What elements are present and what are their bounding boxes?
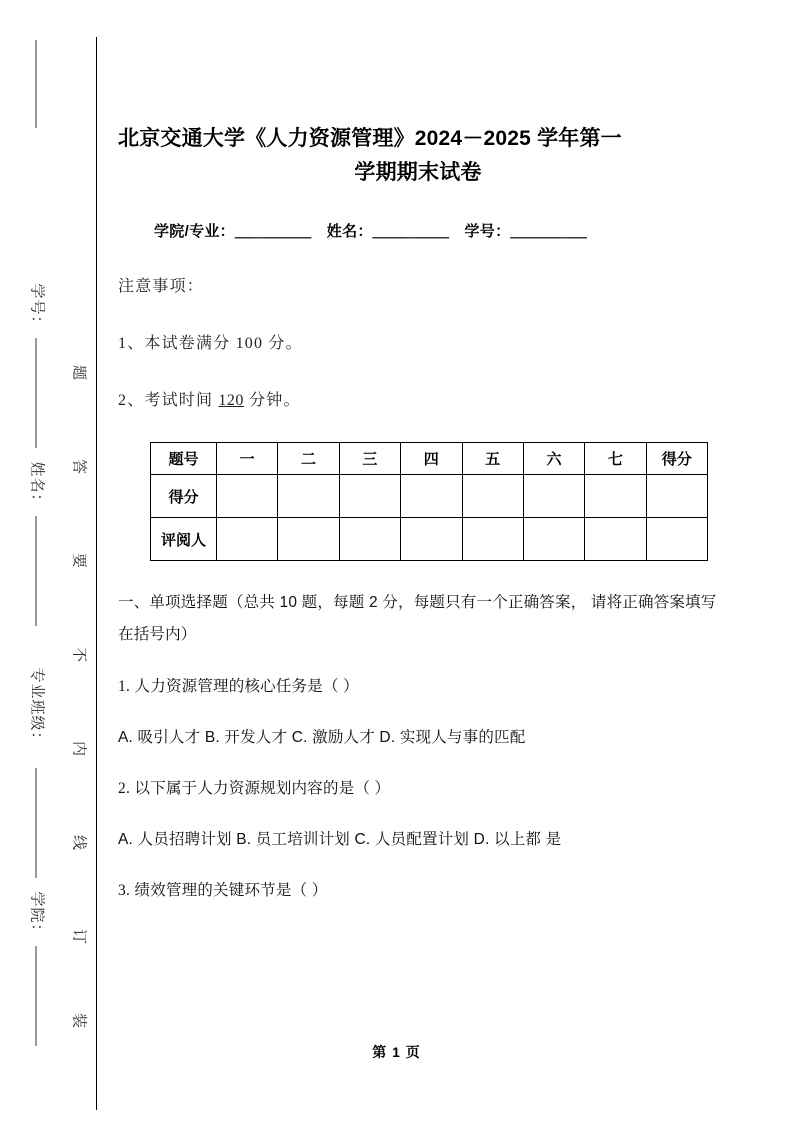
sealing-blank-rule bbox=[36, 40, 37, 128]
reviewer-cell[interactable] bbox=[339, 518, 400, 561]
reviewer-cell[interactable] bbox=[217, 518, 278, 561]
reviewer-cell[interactable] bbox=[646, 518, 707, 561]
score-table bbox=[150, 442, 708, 561]
student-info-line bbox=[118, 190, 718, 241]
table-header-cell: 二 bbox=[278, 443, 339, 475]
table-header-cell: 三 bbox=[339, 443, 400, 475]
note-item-2 bbox=[118, 353, 718, 410]
sealing-word-nei: 内 bbox=[70, 740, 87, 757]
score-cell[interactable] bbox=[339, 475, 400, 518]
table-row-header bbox=[151, 443, 708, 475]
question-2-options-line-1: A. 人员招聘计划 B. 员工培训计划 C. 人员配置计划 D. 以上都 bbox=[118, 831, 542, 849]
note-item-2-suffix: 分钟。 bbox=[249, 392, 301, 410]
score-table-container bbox=[118, 410, 718, 561]
table-header-cell: 一 bbox=[217, 443, 278, 475]
sealing-blank-rule bbox=[36, 946, 37, 1046]
score-cell[interactable] bbox=[523, 475, 584, 518]
question-2-options bbox=[118, 804, 718, 855]
reviewer-cell[interactable] bbox=[278, 518, 339, 561]
table-header-cell: 题号 bbox=[151, 443, 217, 475]
sealing-word-da: 答 bbox=[70, 458, 87, 475]
table-header-cell: 四 bbox=[401, 443, 462, 475]
sealing-word-xian: 线 bbox=[70, 834, 87, 851]
table-header-cell: 得分 bbox=[646, 443, 707, 475]
sealing-word-ti: 题 bbox=[70, 364, 87, 381]
table-header-cell: 七 bbox=[585, 443, 646, 475]
table-row bbox=[151, 518, 708, 561]
score-cell[interactable] bbox=[646, 475, 707, 518]
table-header-cell: 五 bbox=[462, 443, 523, 475]
score-cell[interactable] bbox=[217, 475, 278, 518]
question-1-text: 人力资源管理的核心任务是（ ） bbox=[134, 677, 359, 695]
question-2-options-line-2: 是 bbox=[545, 831, 562, 849]
section-one-heading-line-2: 请将正确答案填写在括号内） bbox=[118, 594, 717, 643]
sealing-margin bbox=[0, 0, 100, 1122]
question-2-number: 2. bbox=[118, 780, 131, 797]
score-cell[interactable] bbox=[585, 475, 646, 518]
sealing-blank-rule bbox=[36, 768, 37, 878]
sealing-field-column bbox=[16, 0, 56, 1122]
sealing-word-ding: 订 bbox=[70, 928, 87, 945]
exam-title-line-1: 北京交通大学《人力资源管理》2024－2025 学年第一 bbox=[118, 127, 622, 150]
sealing-word-zhuang: 装 bbox=[70, 1012, 87, 1029]
table-row-label-reviewer: 评阅人 bbox=[151, 518, 217, 561]
reviewer-cell[interactable] bbox=[523, 518, 584, 561]
score-cell[interactable] bbox=[278, 475, 339, 518]
reviewer-cell[interactable] bbox=[462, 518, 523, 561]
section-one-heading-line-1: 一、单项选择题（总共 10 题，每题 2 分，每题只有一个正确答案， bbox=[118, 594, 587, 612]
question-2-text: 以下属于人力资源规划内容的是（ ） bbox=[134, 780, 391, 797]
question-3-stem bbox=[118, 855, 718, 906]
exam-duration-value: 120 bbox=[218, 392, 244, 410]
reviewer-cell[interactable] bbox=[401, 518, 462, 561]
table-row-label-score: 得分 bbox=[151, 475, 217, 518]
sealing-label-name: 姓名： bbox=[28, 461, 45, 510]
question-2-stem bbox=[118, 753, 718, 804]
table-row bbox=[151, 475, 708, 518]
note-item-2-prefix: 2、考试时间 bbox=[118, 392, 214, 410]
question-1-stem bbox=[118, 651, 718, 702]
page-number-label: 第 1 页 bbox=[372, 1044, 421, 1060]
sealing-word-bu: 不 bbox=[70, 646, 87, 663]
sealing-word-yao: 要 bbox=[70, 552, 87, 569]
table-header-cell: 六 bbox=[523, 443, 584, 475]
question-3-text: 绩效管理的关键环节是（ ） bbox=[134, 882, 328, 900]
reviewer-cell[interactable] bbox=[585, 518, 646, 561]
notes-heading: 注意事项： bbox=[118, 278, 205, 296]
sealing-blank-rule bbox=[36, 338, 37, 448]
sealing-label-college: 学院： bbox=[28, 891, 45, 940]
student-info-text: 学院/专业：＿＿＿＿＿ 姓名：＿＿＿＿＿ 学号：＿＿＿＿＿ bbox=[154, 223, 587, 241]
question-1-number: 1. bbox=[118, 677, 131, 695]
question-3-number: 3. bbox=[118, 882, 131, 900]
question-1-options: A. 吸引人才 B. 开发人才 C. 激励人才 D. 实现人与事的匹配 bbox=[118, 728, 526, 746]
sealing-phrase-column bbox=[58, 0, 98, 1122]
section-one-heading bbox=[118, 561, 718, 651]
score-cell[interactable] bbox=[462, 475, 523, 518]
note-item-1: 1、本试卷满分 100 分。 bbox=[118, 335, 303, 353]
sealing-label-class: 专业班级： bbox=[28, 667, 45, 748]
exam-paper-body bbox=[118, 0, 718, 1122]
score-cell[interactable] bbox=[401, 475, 462, 518]
sealing-label-student-id: 学号： bbox=[28, 283, 45, 332]
page-footer bbox=[0, 1042, 793, 1062]
page-title bbox=[118, 0, 718, 190]
exam-title-line-2: 学期期末试卷 bbox=[354, 161, 482, 185]
sealing-blank-rule bbox=[36, 516, 37, 626]
